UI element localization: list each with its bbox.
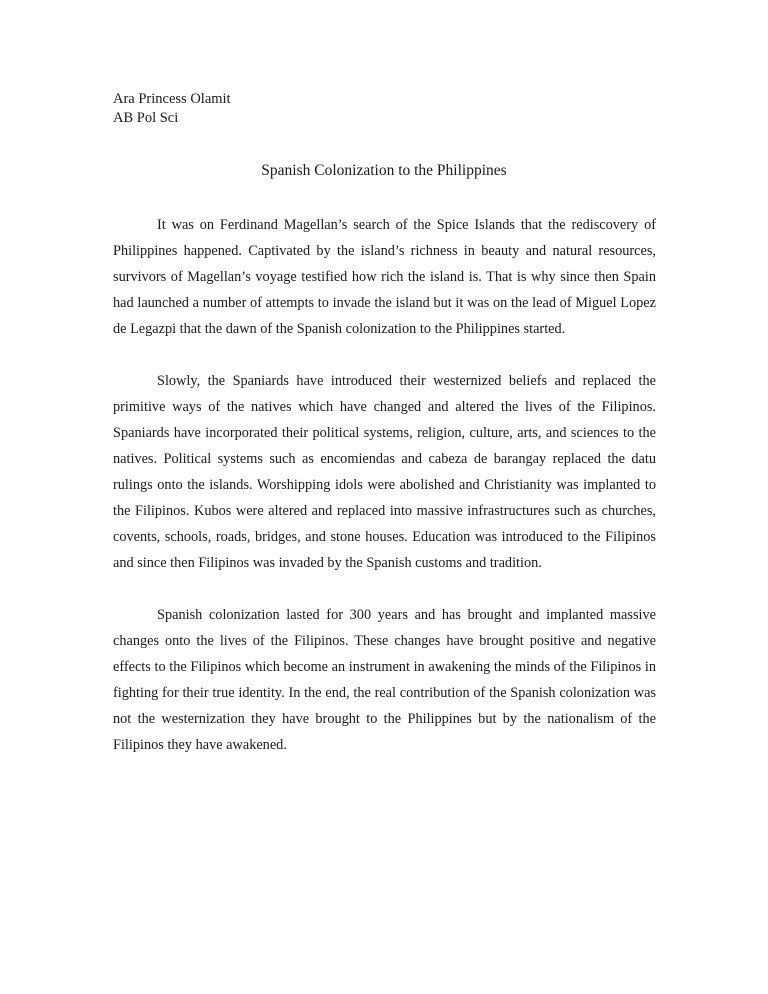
document-title: Spanish Colonization to the Philippines [261, 162, 507, 179]
author-name: Ara Princess Olamit [113, 91, 231, 107]
author-block [113, 90, 231, 128]
paragraph-3: Spanish colonization lasted for 300 years and has brought and implanted massive changes onto the lives of the Filipinos. These changes have brought positive and negative effects to the Filipinos which become an instrument in awakening the minds of the Filipinos in fighting for their true identity. In the end, the real contribution of the Spanish colonization was not the westernization they have brought to the Philippines but by the nationalism of the Filipinos they have awakened. [113, 607, 656, 753]
paragraph-2: Slowly, the Spaniards have introduced their westernized beliefs and replaced the primitive ways of the natives which have changed and altered the lives of the Filipinos. Spaniards have incorporated their political systems, religion, culture, arts, and sciences to the natives. Political systems such as encomiendas and cabeza de barangay replaced the datu rulings onto the islands. Worshipping idols were abolished and Christianity was implanted to the Filipinos. Kubos were altered and replaced into massive infrastructures such as churches, covents, schools, roads, bridges, and stone houses. Education was introduced to the Filipinos and since then Filipinos was invaded by the Spanish customs and tradition. [113, 373, 656, 571]
document-body [113, 212, 656, 784]
author-course: AB Pol Sci [113, 110, 179, 126]
paragraph-1: It was on Ferdinand Magellan’s search of the Spice Islands that the rediscovery of Philippines happened. Captivated by the island’s richness in beauty and natural resources, survivors of Magellan’s voyage testified how rich the island is. That is why since then Spain had launched a number of attempts to invade the island but it was on the lead of Miguel Lopez de Legazpi that the dawn of the Spanish colonization to the Philippines started. [113, 217, 656, 337]
